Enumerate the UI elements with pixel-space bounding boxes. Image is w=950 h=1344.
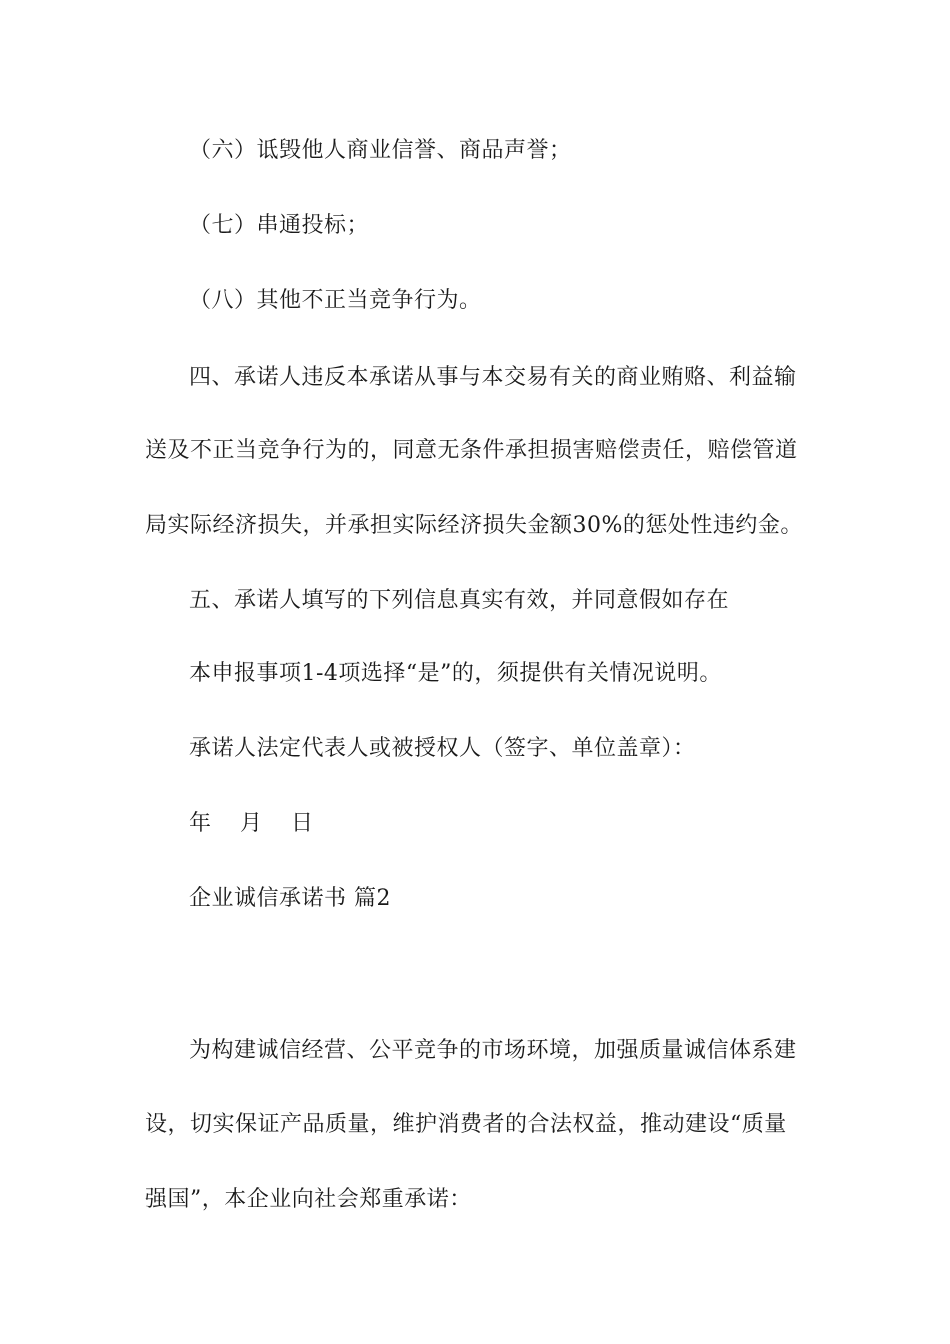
paragraph-line-item-7: （七）串通投标； — [189, 213, 370, 238]
signature-line: 承诺人法定代表人或被授权人（签字、单位盖章）： — [189, 736, 696, 761]
section-heading: 企业诚信承诺书 篇2 — [189, 886, 391, 911]
paragraph-line-intro-end: 强国”，本企业向社会郑重承诺： — [145, 1187, 472, 1212]
paragraph-line-intro-middle: 设，切实保证产品质量，维护消费者的合法权益，推动建设“质量 — [145, 1112, 787, 1137]
paragraph-line-clause-4-start: 四、承诺人违反本承诺从事与本交易有关的商业贿赂、利益输 — [189, 365, 797, 390]
paragraph-line-declaration-note: 本申报事项1-4项选择“是”的，须提供有关情况说明。 — [189, 661, 722, 686]
paragraph-line-item-8: （八）其他不正当竞争行为。 — [189, 288, 482, 313]
paragraph-line-clause-5: 五、承诺人填写的下列信息真实有效，并同意假如存在 — [189, 588, 730, 613]
paragraph-line-clause-4-end: 局实际经济损失，并承担实际经济损失金额30%的惩处性违约金。 — [145, 513, 803, 538]
paragraph-line-intro-start: 为构建诚信经营、公平竞争的市场环境，加强质量诚信体系建 — [189, 1038, 797, 1063]
date-line: 年 月 日 — [189, 811, 317, 836]
paragraph-line-item-6: （六）诋毁他人商业信誉、商品声誉； — [189, 138, 572, 163]
paragraph-line-clause-4-middle: 送及不正当竞争行为的，同意无条件承担损害赔偿责任，赔偿管道 — [145, 438, 798, 463]
